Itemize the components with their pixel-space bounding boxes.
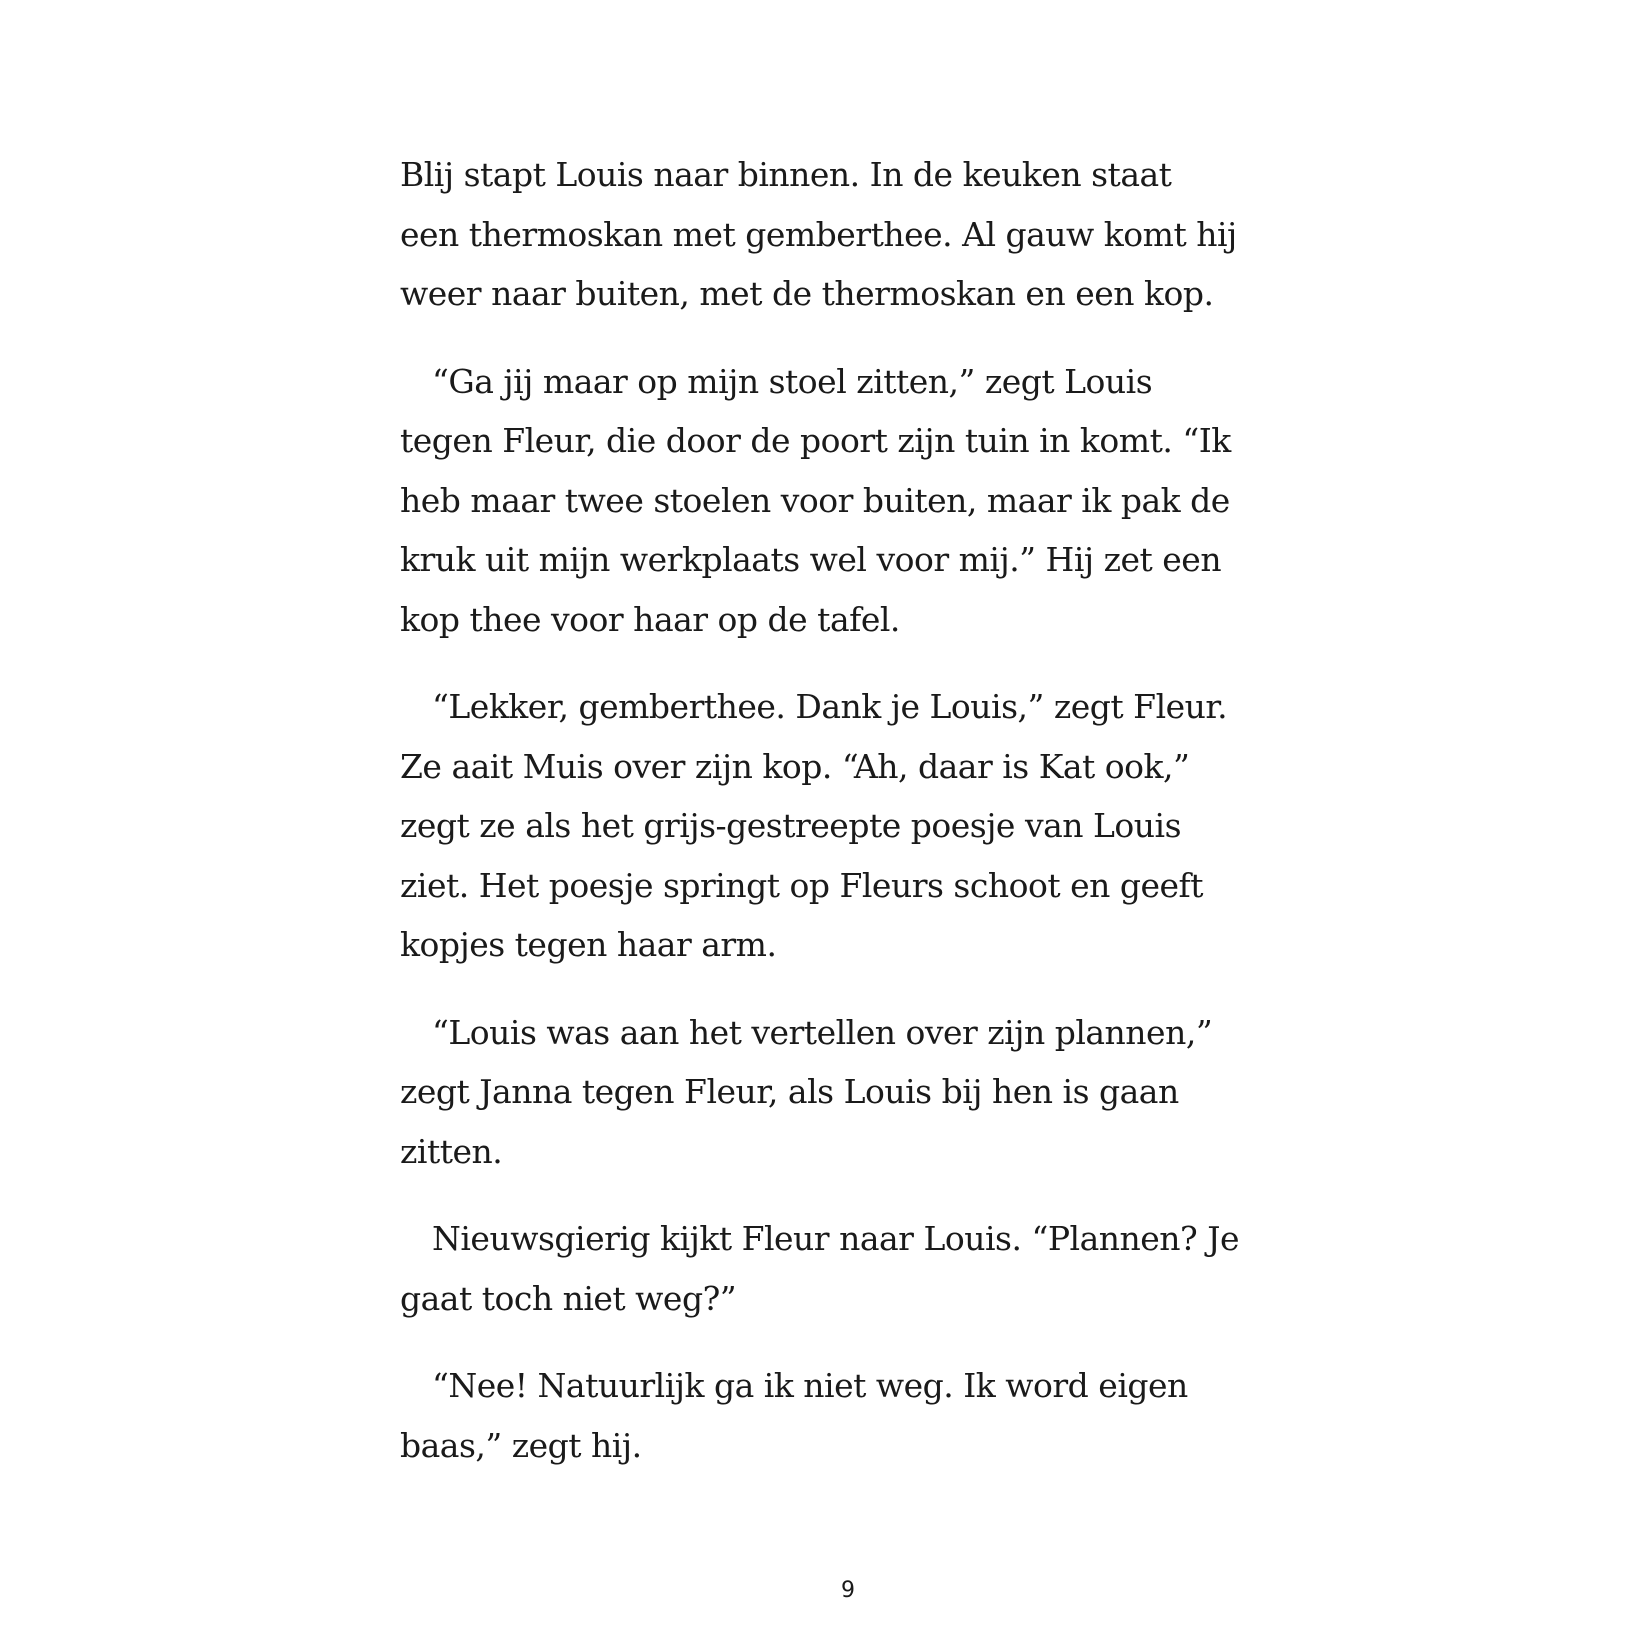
paragraph	[400, 1209, 1300, 1328]
text-line: zegt ze als het grijs-gestreepte poesje van Louis	[400, 806, 1182, 845]
text-line: kopjes tegen haar arm.	[400, 925, 777, 964]
text-line: “Lekker, gemberthee. Dank je Louis,” zegt Fleur.	[432, 687, 1228, 726]
text-line: zegt Janna tegen Fleur, als Louis bij hen is gaan	[400, 1072, 1179, 1111]
text-line: “Ga jij maar op mijn stoel zitten,” zegt Louis	[432, 361, 1153, 401]
text-line: “Louis was aan het vertellen over zijn plannen,”	[432, 1012, 1213, 1052]
text-line: Ze aait Muis over zijn kop. “Ah, daar is Kat ook,”	[400, 746, 1190, 786]
page-body-text	[400, 145, 1300, 1475]
text-line: “Nee! Natuurlijk ga ik niet weg. Ik word eigen	[432, 1366, 1188, 1405]
text-line: weer naar buiten, met de thermoskan en een kop.	[400, 274, 1214, 313]
text-line: ziet. Het poesje springt op Fleurs schoot en geeft	[400, 865, 1203, 905]
paragraph	[400, 352, 1300, 650]
paragraph	[400, 145, 1300, 324]
text-line: gaat toch niet weg?”	[400, 1278, 737, 1318]
text-line: heb maar twee stoelen voor buiten, maar ik pak de	[400, 480, 1230, 520]
text-line: kruk uit mijn werkplaats wel voor mij.” Hij zet een	[400, 540, 1222, 579]
text-line: tegen Fleur, die door de poort zijn tuin in komt. “Ik	[400, 421, 1231, 460]
paragraph	[400, 677, 1300, 975]
paragraph	[400, 1003, 1300, 1182]
text-line: kop thee voor haar op de tafel.	[400, 599, 900, 639]
text-line: baas,” zegt hij.	[400, 1425, 642, 1465]
paragraph	[400, 1356, 1300, 1475]
text-line: Nieuwsgierig kijkt Fleur naar Louis. “Plannen? Je	[432, 1219, 1239, 1258]
text-line: zitten.	[400, 1131, 503, 1171]
text-line: een thermoskan met gemberthee. Al gauw komt hij	[400, 214, 1237, 254]
page-number: 9	[841, 1578, 855, 1603]
text-line: Blij stapt Louis naar binnen. In de keuken staat	[400, 155, 1172, 194]
